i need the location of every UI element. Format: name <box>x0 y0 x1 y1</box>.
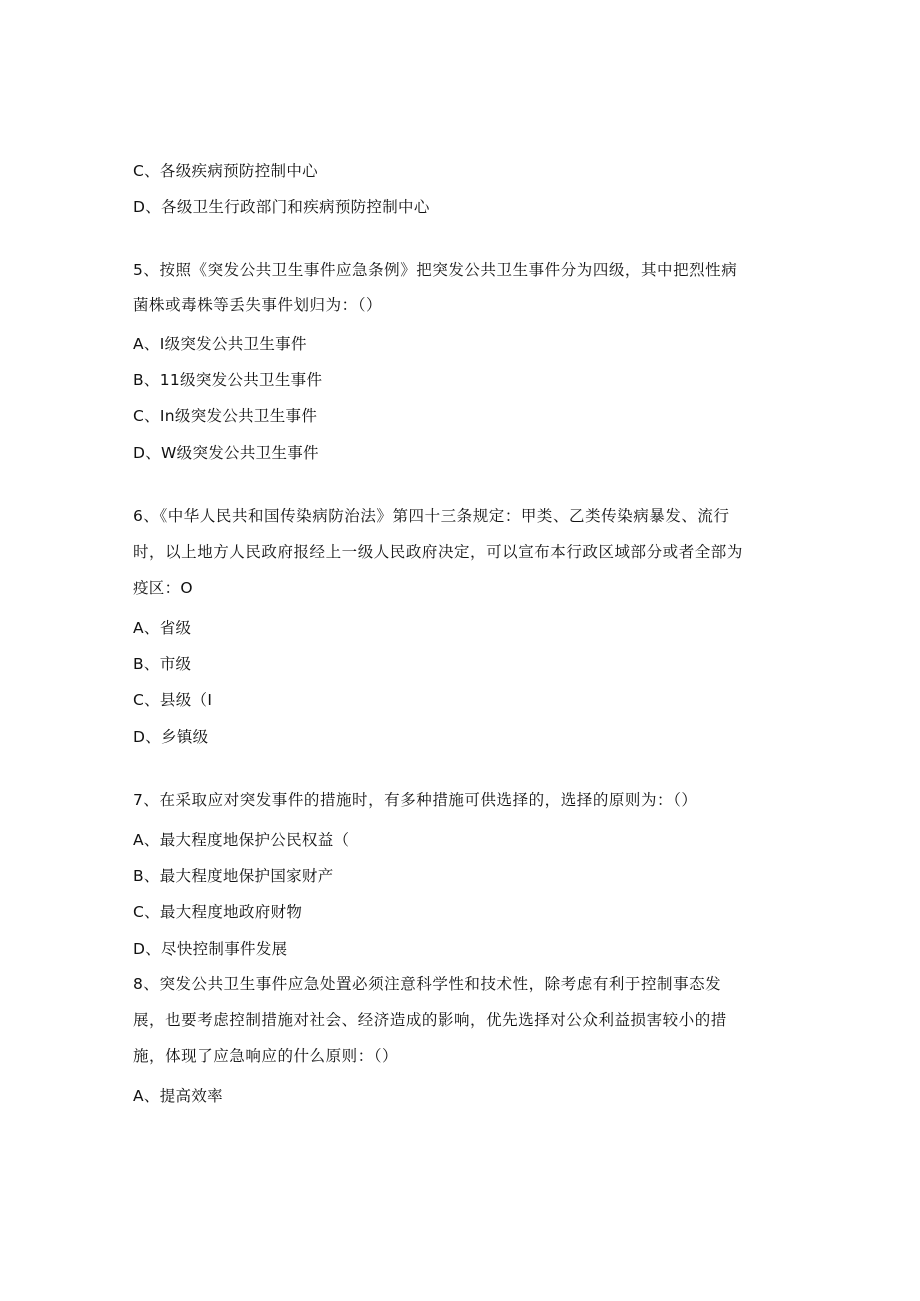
q5-option-d: D、W级突发公共卫生事件 <box>133 444 319 462</box>
q5-option-a: A、I级突发公共卫生事件 <box>133 335 307 353</box>
q6-text-line-3: 疫区：O <box>133 579 193 597</box>
q5-text-line-2: 菌株或毒株等丢失事件划归为：（） <box>133 296 383 314</box>
q8-text-line-3: 施，体现了应急响应的什么原则：（） <box>133 1047 399 1065</box>
q4-option-c: C、各级疾病预防控制中心 <box>133 162 318 180</box>
q7-option-d: D、尽快控制事件发展 <box>133 940 288 958</box>
q8-text-line-2: 展，也要考虑控制措施对社会、经济造成的影响，优先选择对公众利益损害较小的措 <box>133 1011 727 1029</box>
q5-text-line-1: 5、按照《突发公共卫生事件应急条例》把突发公共卫生事件分为四级，其中把烈性病 <box>133 261 738 279</box>
q6-option-d: D、乡镇级 <box>133 728 209 746</box>
q4-option-d: D、各级卫生行政部门和疾病预防控制中心 <box>133 198 430 216</box>
q6-option-a: A、省级 <box>133 619 192 637</box>
q8-text-line-1: 8、突发公共卫生事件应急处置必须注意科学性和技术性，除考虑有利于控制事态发 <box>133 975 722 993</box>
q5-option-c: C、In级突发公共卫生事件 <box>133 407 318 425</box>
q6-text-line-1: 6、《中华人民共和国传染病防治法》第四十三条规定：甲类、乙类传染病暴发、流行 <box>133 507 730 525</box>
q8-option-a: A、提高效率 <box>133 1087 223 1105</box>
q6-text-line-2: 时，以上地方人民政府报经上一级人民政府决定，可以宣布本行政区域部分或者全部为 <box>133 543 743 561</box>
q7-option-a: A、最大程度地保护公民权益（ <box>133 831 350 849</box>
q7-option-b: B、最大程度地保护国家财产 <box>133 867 334 885</box>
q7-option-c: C、最大程度地政府财物 <box>133 903 303 921</box>
q5-option-b: B、11级突发公共卫生事件 <box>133 371 323 389</box>
q7-text: 7、在采取应对突发事件的措施时，有多种措施可供选择的，选择的原则为：（） <box>133 791 698 809</box>
q6-option-c: C、县级（I <box>133 691 213 709</box>
q6-option-b: B、市级 <box>133 655 192 673</box>
